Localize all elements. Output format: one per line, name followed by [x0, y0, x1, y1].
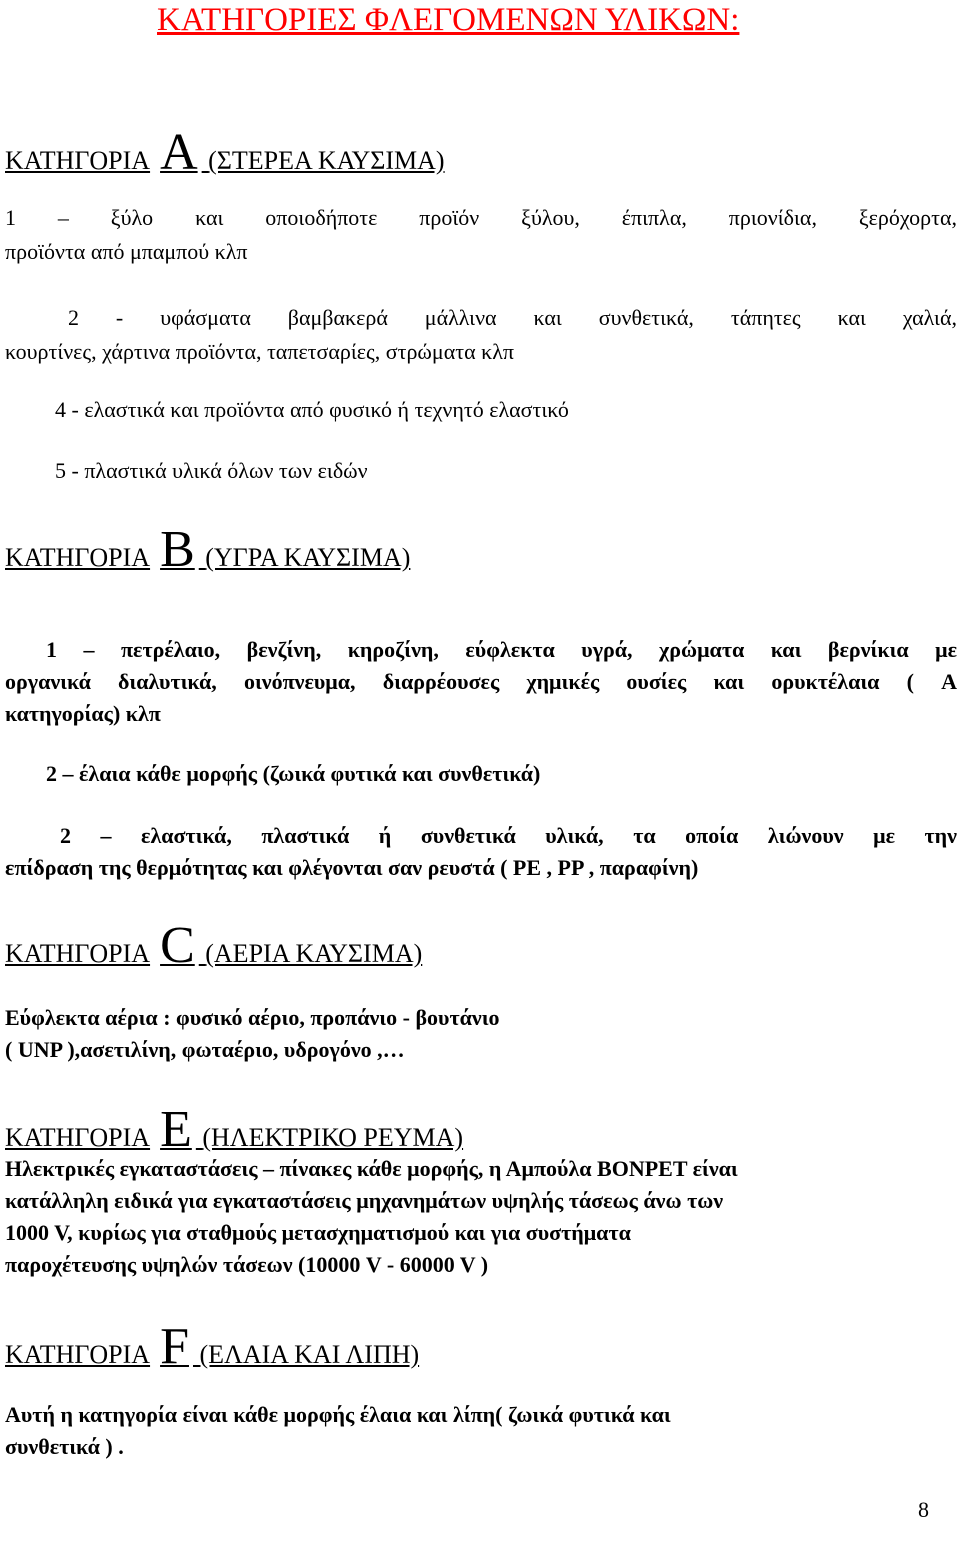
category-e-line-1: Ηλεκτρικές εγκαταστάσεις – πίνακες κάθε μορφής, η Αμπούλα BONPET είναι: [5, 1156, 738, 1181]
category-e-line-3: 1000 V, κυρίως για σταθμούς μετασχηματισμού και για συστήματα: [5, 1220, 631, 1245]
category-b-item-1-line-3: κατηγορίας) κλπ: [5, 701, 161, 726]
category-b-heading: [5, 521, 411, 578]
category-e-suffix: (ΗΛΕΚΤΡΙΚΟ ΡΕΥΜΑ): [202, 1123, 464, 1152]
category-f-letter: F: [160, 1318, 189, 1375]
category-e-line-2: κατάλληλη ειδικά για εγκαταστάσεις μηχανημάτων υψηλής τάσεως άνω των: [5, 1188, 724, 1213]
category-b-item-1-line-1: 1 – πετρέλαιο, βενζίνη, κηροζίνη, εύφλεκτα υγρά, χρώματα και βερνίκια με: [46, 637, 957, 662]
category-b-item-2: 2 – έλαια κάθε μορφής (ζωικά φυτικά και συνθετικά): [46, 761, 541, 786]
category-b-item-3-line-2: επίδραση της θερμότητας και φλέγονται σαν ρευστά ( PE , PP , παραφίνη): [5, 855, 699, 880]
category-c-heading: [5, 917, 423, 974]
category-a-item-4: 4 - ελαστικά και προϊόντα από φυσικό ή τεχνητό ελαστικό: [55, 397, 569, 422]
category-e-heading: [5, 1101, 464, 1158]
category-b-suffix: (ΥΓΡΑ ΚΑΥΣΙΜΑ): [205, 543, 411, 572]
category-b-item-1-line-2: οργανικά διαλυτικά, οινόπνευμα, διαρρέουσες χημικές ουσίες και ορυκτέλαια ( A: [5, 669, 957, 694]
category-a-item-2-line-1: 2 - υφάσματα βαμβακερά μάλλινα και συνθετικά, τάπητες και χαλιά,: [68, 305, 957, 330]
category-f-line-2: συνθετικά ) .: [5, 1434, 124, 1459]
category-f-suffix: (ΕΛΑΙΑ ΚΑΙ ΛΙΠΗ): [199, 1340, 420, 1369]
document-title: ΚΑΤΗΓΟΡΙΕΣ ΦΛΕΓΟΜΕΝΩΝ ΥΛΙΚΩΝ:: [157, 2, 740, 38]
category-a-item-1-line-1: 1 – ξύλο και οποιοδήποτε προϊόν ξύλου, έπιπλα, πριονίδια, ξερόχορτα,: [5, 205, 957, 230]
category-f-prefix: ΚΑΤΗΓΟΡΙΑ: [5, 1340, 151, 1369]
category-b-letter: B: [160, 521, 195, 578]
category-b-prefix: ΚΑΤΗΓΟΡΙΑ: [5, 543, 151, 572]
page-number: 8: [918, 1497, 929, 1522]
category-e-line-4: παροχέτευσης υψηλών τάσεων (10000 V - 60000 V ): [5, 1252, 489, 1277]
category-c-line-1: Εύφλεκτα αέρια : φυσικό αέριο, προπάνιο - βουτάνιο: [5, 1005, 500, 1030]
category-c-suffix: (ΑΕΡΙΑ ΚΑΥΣΙΜΑ): [205, 939, 423, 968]
category-e-letter: E: [160, 1101, 192, 1158]
category-c-line-2: ( UNP ),ασετιλίνη, φωταέριο, υδρογόνο ,…: [5, 1037, 405, 1062]
category-c-prefix: ΚΑΤΗΓΟΡΙΑ: [5, 939, 151, 968]
category-a-letter: A: [160, 124, 198, 181]
category-f-heading: [5, 1318, 420, 1375]
category-e-prefix: ΚΑΤΗΓΟΡΙΑ: [5, 1123, 151, 1152]
category-a-item-5: 5 - πλαστικά υλικά όλων των ειδών: [55, 458, 368, 483]
category-a-heading: [5, 124, 445, 181]
category-b-item-3-line-1: 2 – ελαστικά, πλαστικά ή συνθετικά υλικά, τα οποία λιώνουν με την: [60, 823, 957, 848]
category-f-line-1: Αυτή η κατηγορία είναι κάθε μορφής έλαια και λίπη( ζωικά φυτικά και: [5, 1402, 671, 1427]
category-a-prefix: ΚΑΤΗΓΟΡΙΑ: [5, 146, 151, 175]
category-a-item-2-line-2: κουρτίνες, χάρτινα προϊόντα, ταπετσαρίες, στρώματα κλπ: [5, 339, 514, 364]
category-a-item-1-line-2: προϊόντα από μπαμπού κλπ: [5, 239, 248, 264]
category-c-letter: C: [160, 917, 195, 974]
category-a-suffix: (ΣΤΕΡΕΑ ΚΑΥΣΙΜΑ): [208, 146, 445, 175]
